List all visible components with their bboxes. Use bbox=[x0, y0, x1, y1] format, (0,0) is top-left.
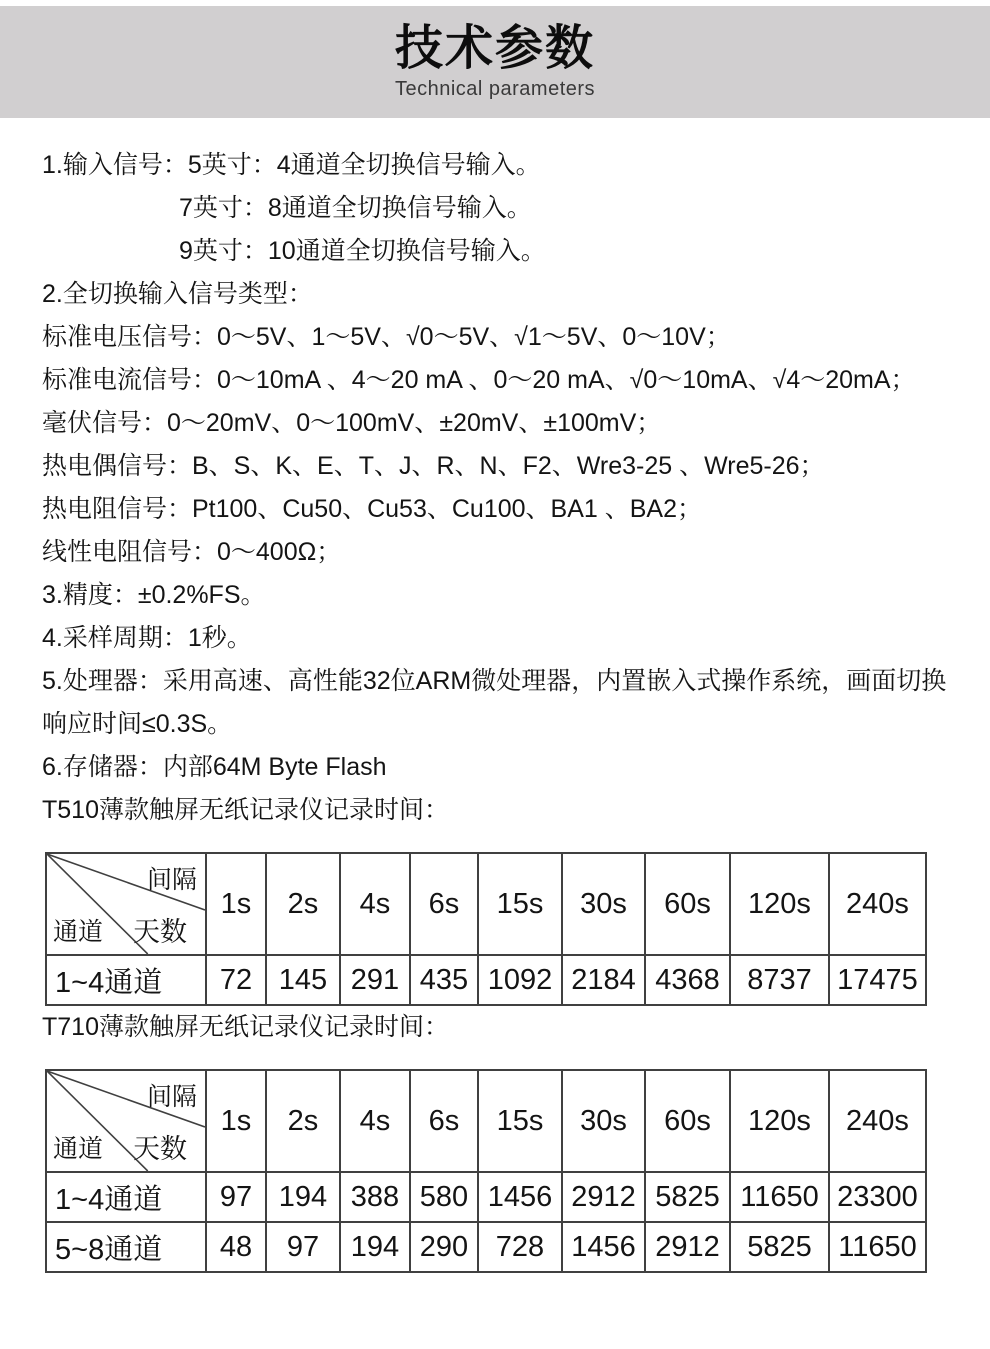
record-time-table-t710 bbox=[45, 1069, 927, 1273]
spec-line-9inch: 9英寸：10通道全切换信号输入。 bbox=[179, 237, 546, 265]
column-header: 2s bbox=[266, 853, 340, 955]
cell-value: 291 bbox=[340, 955, 410, 1005]
corner-header-cell bbox=[46, 853, 206, 955]
cell-value: 388 bbox=[340, 1172, 410, 1222]
row-label: 1~4通道 bbox=[46, 955, 206, 1005]
column-header: 15s bbox=[478, 1070, 562, 1172]
cell-value: 2184 bbox=[562, 955, 645, 1005]
cell-value: 728 bbox=[478, 1222, 562, 1272]
spec-line-current: 标准电流信号：0～10mA 、4～20 mA 、0～20 mA、√0～10mA、√4～20mA； bbox=[42, 366, 916, 394]
cell-value: 5825 bbox=[645, 1172, 730, 1222]
spec-line-signal-types: 2.全切换输入信号类型： bbox=[42, 280, 313, 308]
spec-line-storage: 6.存储器：内部64M Byte Flash bbox=[42, 753, 387, 781]
cell-value: 48 bbox=[206, 1222, 266, 1272]
cell-value: 23300 bbox=[829, 1172, 926, 1222]
record-time-table-t510 bbox=[45, 852, 927, 1006]
corner-label-days: 天数 bbox=[133, 917, 187, 947]
cell-value: 2912 bbox=[645, 1222, 730, 1272]
cell-value: 11650 bbox=[730, 1172, 829, 1222]
column-header: 1s bbox=[206, 853, 266, 955]
cell-value: 145 bbox=[266, 955, 340, 1005]
corner-label-days: 天数 bbox=[133, 1134, 187, 1164]
column-header: 30s bbox=[562, 853, 645, 955]
column-header: 30s bbox=[562, 1070, 645, 1172]
cell-value: 97 bbox=[206, 1172, 266, 1222]
spec-line-accuracy: 3.精度：±0.2%FS。 bbox=[42, 581, 266, 609]
column-header: 2s bbox=[266, 1070, 340, 1172]
column-header: 240s bbox=[829, 1070, 926, 1172]
cell-value: 435 bbox=[410, 955, 478, 1005]
table-header-row bbox=[46, 853, 926, 955]
cell-value: 5825 bbox=[730, 1222, 829, 1272]
cell-value: 194 bbox=[266, 1172, 340, 1222]
column-header: 120s bbox=[730, 853, 829, 955]
cell-value: 72 bbox=[206, 955, 266, 1005]
row-label: 1~4通道 bbox=[46, 1172, 206, 1222]
corner-header-cell bbox=[46, 1070, 206, 1172]
spec-line-voltage: 标准电压信号：0～5V、1～5V、√0～5V、√1～5V、0～10V； bbox=[42, 323, 731, 351]
cell-value: 17475 bbox=[829, 955, 926, 1005]
row-label: 5~8通道 bbox=[46, 1222, 206, 1272]
cell-value: 2912 bbox=[562, 1172, 645, 1222]
column-header: 60s bbox=[645, 1070, 730, 1172]
cell-value: 1456 bbox=[478, 1172, 562, 1222]
corner-label-interval: 间隔 bbox=[146, 866, 197, 894]
cell-value: 8737 bbox=[730, 955, 829, 1005]
column-header: 4s bbox=[340, 853, 410, 955]
column-header: 120s bbox=[730, 1070, 829, 1172]
column-header: 240s bbox=[829, 853, 926, 955]
table-header-row bbox=[46, 1070, 926, 1172]
spec-line-linear-resistance: 线性电阻信号：0～400Ω； bbox=[42, 538, 342, 566]
spec-line-input-signal: 1.输入信号：5英寸：4通道全切换信号输入。 bbox=[42, 151, 541, 179]
page-title: 技术参数 bbox=[394, 22, 595, 76]
column-header: 60s bbox=[645, 853, 730, 955]
corner-label-channel: 通道 bbox=[53, 918, 104, 946]
column-header: 15s bbox=[478, 853, 562, 955]
cell-value: 290 bbox=[410, 1222, 478, 1272]
spec-line-processor: 5.处理器：采用高速、高性能32位ARM微处理器，内置嵌入式操作系统，画面切换 bbox=[42, 667, 947, 695]
document-body bbox=[0, 118, 990, 1273]
cell-value: 1092 bbox=[478, 955, 562, 1005]
corner-label-channel: 通道 bbox=[53, 1135, 104, 1163]
spec-line-7inch: 7英寸：8通道全切换信号输入。 bbox=[179, 194, 532, 222]
spec-line-thermocouple: 热电偶信号：B、S、K、E、T、J、R、N、F2、Wre3-25 、Wre5-26； bbox=[42, 452, 825, 480]
column-header: 1s bbox=[206, 1070, 266, 1172]
table-title-t710: T710薄款触屏无纸记录仪记录时间： bbox=[42, 1013, 449, 1041]
header-banner bbox=[0, 6, 990, 118]
spec-line-rtd: 热电阻信号：Pt100、Cu50、Cu53、Cu100、BA1 、BA2； bbox=[42, 495, 702, 523]
spec-line-processor-cont: 响应时间≤0.3S。 bbox=[42, 710, 233, 738]
spec-line-millivolt: 毫伏信号：0～20mV、0～100mV、±20mV、±100mV； bbox=[42, 409, 662, 437]
column-header: 6s bbox=[410, 853, 478, 955]
table-row bbox=[46, 955, 926, 1005]
cell-value: 97 bbox=[266, 1222, 340, 1272]
cell-value: 580 bbox=[410, 1172, 478, 1222]
table-title-t510: T510薄款触屏无纸记录仪记录时间： bbox=[42, 796, 449, 824]
cell-value: 4368 bbox=[645, 955, 730, 1005]
corner-label-interval: 间隔 bbox=[146, 1083, 197, 1111]
spec-line-sampling: 4.采样周期：1秒。 bbox=[42, 624, 252, 652]
cell-value: 194 bbox=[340, 1222, 410, 1272]
cell-value: 1456 bbox=[562, 1222, 645, 1272]
page-subtitle: Technical parameters bbox=[394, 77, 596, 100]
cell-value: 11650 bbox=[829, 1222, 926, 1272]
table-row bbox=[46, 1172, 926, 1222]
table-row bbox=[46, 1222, 926, 1272]
column-header: 4s bbox=[340, 1070, 410, 1172]
column-header: 6s bbox=[410, 1070, 478, 1172]
